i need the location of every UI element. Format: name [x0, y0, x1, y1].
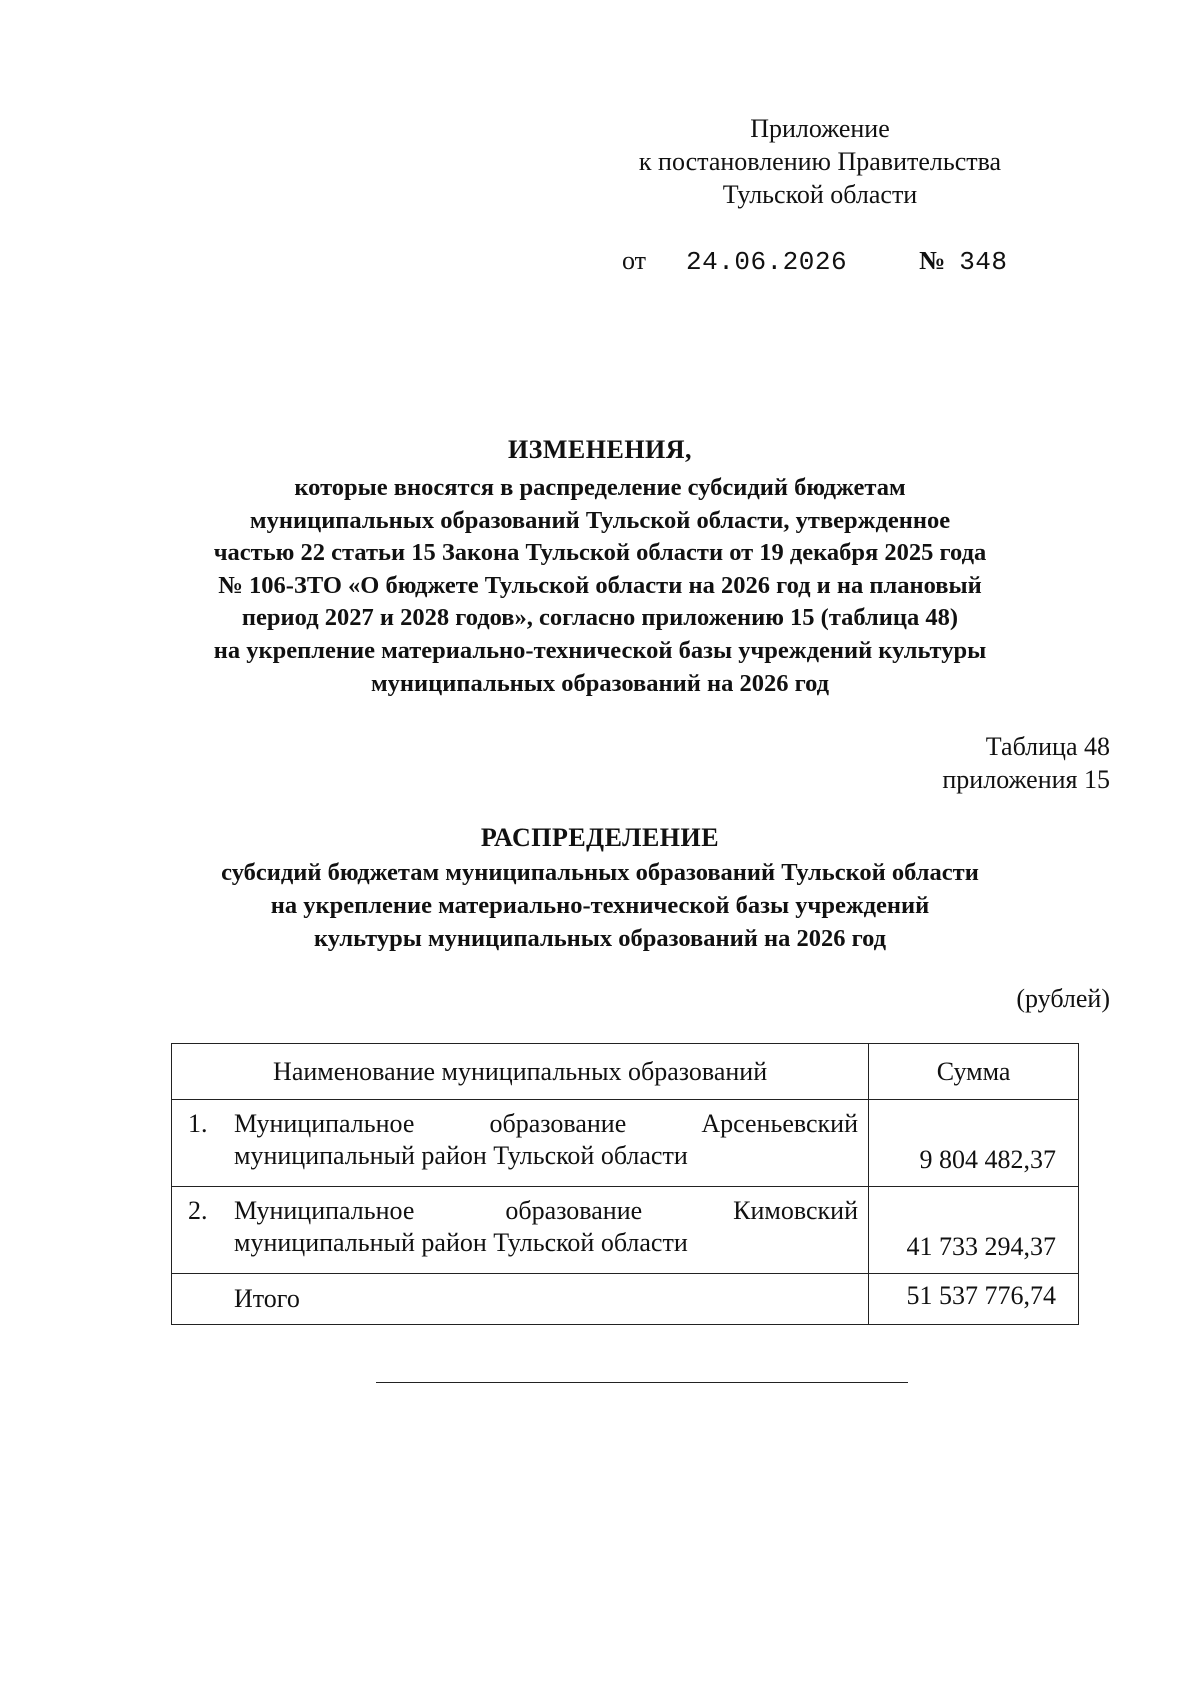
distribution-line: на укрепление материально-технической базы учреждений: [270, 892, 930, 919]
row-name-line: Муниципальное образование Арсеньевский: [234, 1109, 858, 1138]
row-sum-cell: [869, 1187, 1079, 1274]
table-appendix: приложения 15: [942, 765, 1110, 794]
row-name-cell: [172, 1187, 869, 1274]
date-label: от: [622, 246, 647, 275]
changes-line: муниципальных образований на 2026 год: [370, 669, 830, 697]
row-number: 2.: [188, 1196, 208, 1225]
number-sign: №: [919, 246, 946, 275]
distribution-line: культуры муниципальных образований на 2026 год: [313, 925, 887, 952]
distribution-title: РАСПРЕДЕЛЕНИЕ: [480, 823, 720, 852]
row-name-line: муниципальный район Тульской области: [234, 1228, 688, 1257]
changes-line: муниципальных образований Тульской области, утвержденное: [249, 506, 951, 534]
row-sum: 41 733 294,37: [906, 1232, 1056, 1261]
table-reference: [760, 730, 1110, 796]
table-total-row: [172, 1274, 1079, 1325]
decree-date-number: [622, 246, 1008, 277]
appendix-header: [560, 112, 1080, 211]
table-number: Таблица 48: [985, 732, 1110, 761]
table-row: [172, 1100, 1079, 1187]
changes-line: период 2027 и 2028 годов», согласно приложению 15 (таблица 48): [241, 604, 959, 632]
decree-number: 348: [959, 247, 1008, 277]
decree-date: 24.06.2026: [686, 247, 848, 277]
header-sum: Сумма: [869, 1044, 1079, 1100]
distribution-description: [80, 856, 1120, 955]
end-divider: [376, 1382, 908, 1383]
changes-line: частью 22 статьи 15 Закона Тульской области от 19 декабря 2025 года: [213, 539, 987, 567]
units-label: (рублей): [1016, 984, 1110, 1013]
row-name: [234, 1195, 858, 1259]
row-number: 1.: [188, 1109, 208, 1138]
header-name: Наименование муниципальных образований: [172, 1044, 869, 1100]
changes-line: на укрепление материально-технической базы учреждений культуры: [213, 636, 987, 664]
appendix-decree-ref: к постановлению Правительства: [638, 147, 1002, 176]
total-sum-cell: [869, 1274, 1079, 1325]
changes-line: которые вносятся в распределение субсидий бюджетам: [294, 474, 906, 501]
changes-description: [80, 472, 1120, 700]
appendix-region: Тульской области: [722, 180, 918, 209]
row-sum-cell: [869, 1100, 1079, 1187]
table-row: [172, 1187, 1079, 1274]
total-label: Итого: [234, 1284, 300, 1313]
changes-title: ИЗМЕНЕНИЯ,: [507, 435, 693, 464]
row-name-cell: [172, 1100, 869, 1187]
table-header-row: [172, 1044, 1079, 1100]
row-sum: 9 804 482,37: [919, 1145, 1056, 1174]
appendix-title: Приложение: [750, 114, 890, 143]
row-name-line: муниципальный район Тульской области: [234, 1141, 688, 1170]
total-sum: 51 537 776,74: [906, 1281, 1056, 1310]
row-name-line: Муниципальное образование Кимовский: [234, 1196, 858, 1225]
changes-line: № 106-ЗТО «О бюджете Тульской области на 2026 год и на плановый: [218, 571, 982, 599]
distribution-line: субсидий бюджетам муниципальных образований Тульской области: [221, 859, 979, 886]
total-label-cell: [172, 1274, 869, 1325]
subsidy-table: [171, 1043, 1079, 1325]
row-name: [234, 1108, 858, 1172]
